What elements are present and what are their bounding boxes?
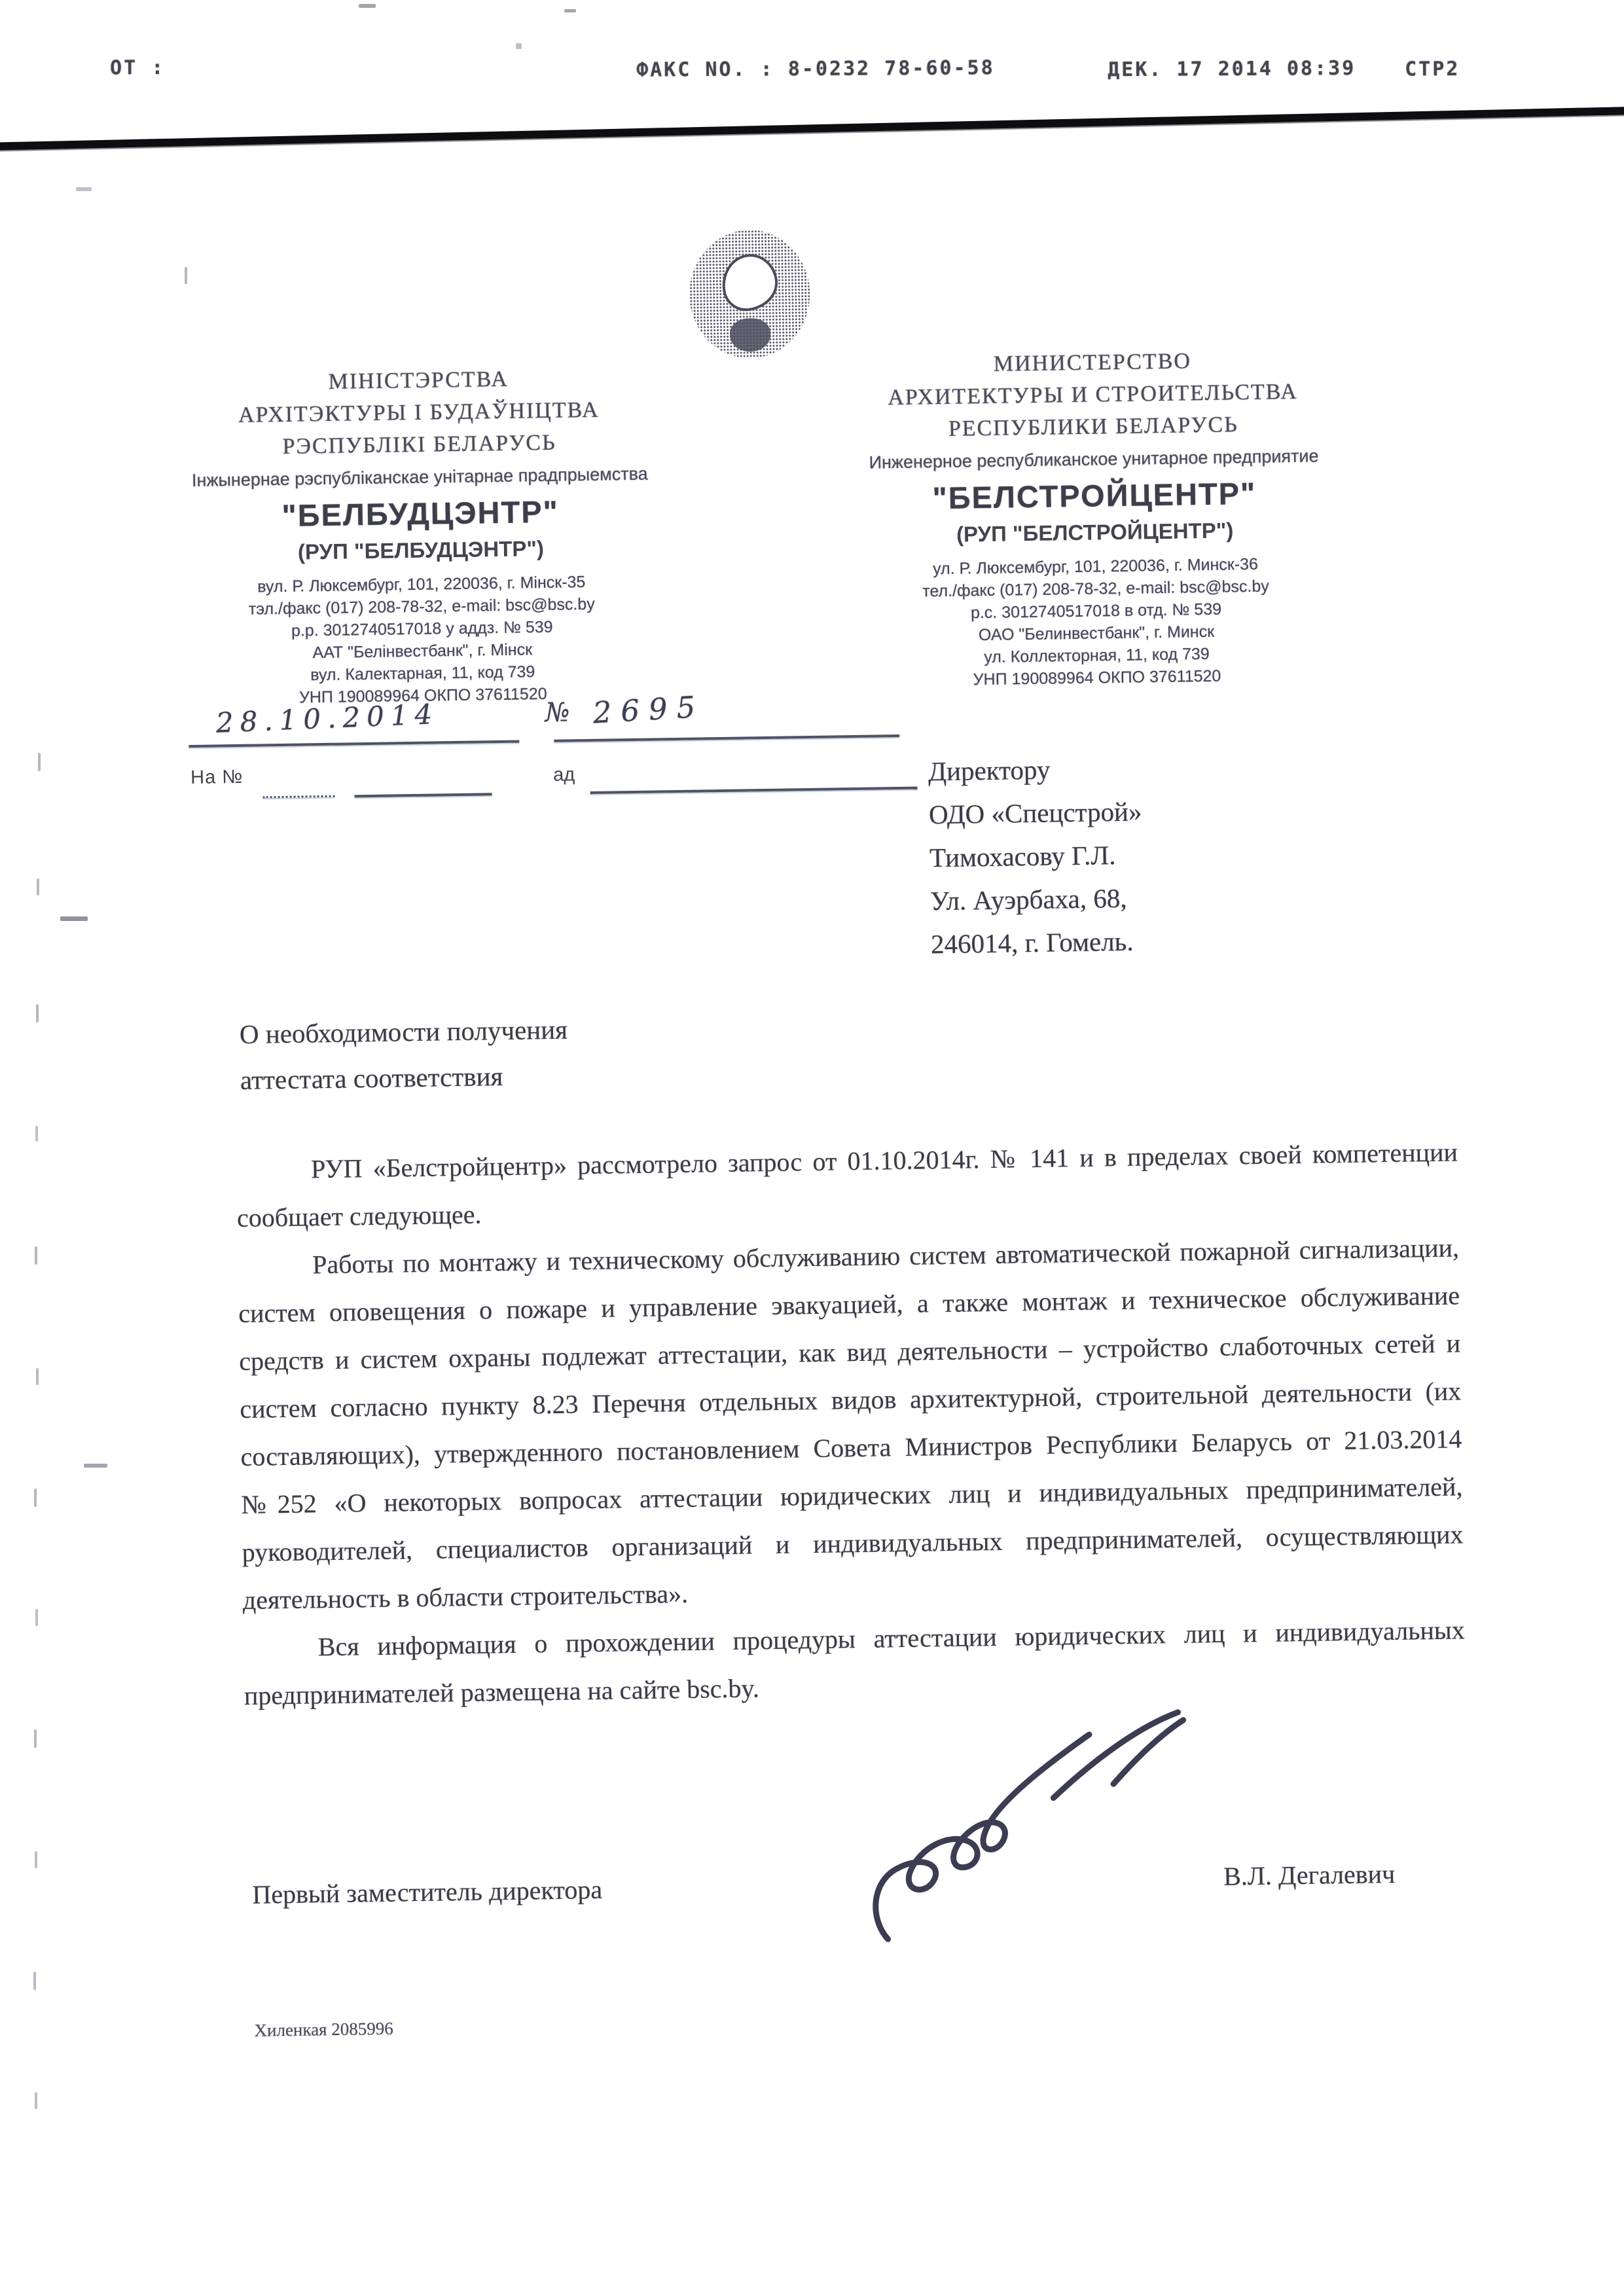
- subject-line: О необходимости получения: [239, 1014, 568, 1049]
- org-address-block: [819, 551, 1373, 693]
- scan-artifact: [35, 2092, 37, 2109]
- scan-artifact: [60, 916, 88, 921]
- fax-datetime: ДЕК. 17 2014 08:39: [1108, 56, 1356, 82]
- org-short-name: (РУП "БЕЛСТРОЙЦЕНТР"): [956, 518, 1234, 547]
- org-type: Инженерное республиканское унитарное предприятие: [869, 446, 1319, 473]
- recipient-block: [928, 743, 1403, 966]
- address-line: УНП 190089964 ОКПО 37611520: [298, 684, 547, 707]
- scan-artifact: [37, 878, 39, 895]
- body-paragraph: Вся информация о прохождении процедуры аттестации юридических лиц и индивидуальных предпринимателей размещена на сайте bsc.by.: [244, 1615, 1465, 1710]
- handwritten-outgoing-number: 2695: [592, 689, 706, 731]
- scan-artifact: [185, 267, 187, 284]
- scan-artifact: [35, 1126, 38, 1142]
- ministry-line: РЭСПУБЛІКІ БЕЛАРУСЬ: [282, 430, 556, 459]
- scan-artifact: [36, 1004, 39, 1022]
- handwritten-date: 28.10.2014: [215, 697, 440, 739]
- number-sign: №: [545, 697, 570, 728]
- address-line: ОАО "Белинвестбанк", г. Минск: [978, 622, 1215, 645]
- recipient-line: Ул. Ауэрбаха, 68,: [929, 882, 1127, 916]
- org-short-name: (РУП "БЕЛБУДЦЭНТР"): [297, 535, 545, 564]
- address-line: р.р. 3012740517018 у аддз. № 539: [291, 617, 553, 640]
- letter-body: [236, 1128, 1466, 1720]
- address-line: вул. Р. Люксембург, 101, 220036, г. Мінск-35: [257, 573, 586, 596]
- signer-title: Первый заместитель директора: [252, 1874, 603, 1909]
- address-line: тэл./факс (017) 208-78-32, e-mail: bsc@bsc.by: [248, 594, 595, 619]
- handwritten-signature: [856, 1705, 1193, 1953]
- body-paragraph: РУП «Белстройцентр» рассмотрело запрос от 01.10.2014г. № 141 и в пределах своей компетенции сообщает следующее.: [236, 1137, 1458, 1233]
- ministry-line: АРХІТЭКТУРЫ І БУДАЎНІЦТВА: [238, 397, 600, 427]
- reply-to-label: На №: [190, 766, 244, 789]
- recipient-line: 246014, г. Гомель.: [930, 926, 1134, 960]
- scan-artifact: [34, 1489, 37, 1507]
- fax-from-label: ОТ :: [109, 56, 166, 80]
- letterhead-left-column: [184, 361, 658, 711]
- blank-line: [355, 793, 492, 797]
- subject-line: аттестата соответствия: [240, 1061, 503, 1095]
- scan-artifact: [35, 1851, 37, 1868]
- org-address-block: [187, 569, 658, 710]
- executor-note: Хиленкая 2085996: [254, 2018, 393, 2040]
- scan-artifact: [35, 1609, 38, 1626]
- recipient-line: ОДО «Спецстрой»: [928, 796, 1142, 830]
- scan-artifact: [34, 1729, 37, 1748]
- subject-block: [239, 1003, 829, 1103]
- org-name: "БЕЛСТРОЙЦЕНТР": [932, 475, 1257, 516]
- ministry-line: МИНИСТЕРСТВО: [993, 349, 1192, 376]
- blank-line: [554, 734, 899, 742]
- address-line: УНП 190089964 ОКПО 37611520: [973, 666, 1221, 689]
- org-type: Інжынернае рэспубліканскае унітарнае прадпрыемства: [191, 463, 648, 490]
- scan-artifact: [564, 9, 576, 12]
- blank-line: [590, 787, 917, 794]
- address-line: р.с. 3012740517018 в отд. № 539: [970, 600, 1222, 623]
- address-line: ул. Р. Люксембург, 101, 220036, г. Минск-36: [932, 554, 1259, 579]
- fax-page-number: СТР2: [1405, 57, 1460, 81]
- scan-artifact: [38, 753, 41, 771]
- ministry-line: АРХИТЕКТУРЫ И СТРОИТЕЛЬСТВА: [888, 379, 1299, 410]
- signer-name: В.Л. Дегалевич: [1223, 1858, 1396, 1891]
- ministry-line: РЕСПУБЛИКИ БЕЛАРУСЬ: [948, 412, 1238, 441]
- scan-artifact: [76, 187, 92, 191]
- scan-artifact: [516, 43, 522, 49]
- blank-line: [263, 795, 335, 799]
- from-date-label: ад: [552, 764, 575, 786]
- body-paragraph: Работы по монтажу и техническому обслуживанию систем автоматической пожарной сигнализации, систем оповещения о пожаре и управление эвакуацией, а также монтаж и техническое обслуживание средств и систем охраны подлежат аттестации, как вид деятельности – устройство слаботочных сетей и систем согласно пункту 8.23 Перечня отдельных видов архитектурной, строительной деятельности (их составляющих), утвержденного постановлением Совета Министров Республики Беларусь от 21.03.2014 №252 «О некоторых вопросах аттестации юридических лиц и индивидуальных предпринимателей, руководителей, специалистов организаций и индивидуальных предпринимателей, осуществляющих деятельность в области строительства».: [238, 1233, 1464, 1615]
- fax-number: ФАКС NO. : 8-0232 78-60-58: [636, 56, 995, 82]
- scan-artifact: [36, 1368, 39, 1385]
- address-line: тел./факс (017) 208-78-32, e-mail: bsc@bsc.by: [922, 577, 1269, 601]
- address-line: ААТ "Белінвестбанк", г. Мінск: [312, 640, 533, 662]
- letterhead-right-column: [816, 342, 1374, 693]
- belarus-coat-of-arms-icon: [689, 229, 811, 359]
- org-name: "БЕЛБУДЦЭНТР": [281, 494, 560, 533]
- recipient-line: Тимохасову Г.Л.: [929, 840, 1116, 873]
- scan-artifact: [35, 1246, 37, 1265]
- reference-block: [188, 689, 929, 816]
- scan-artifact: [33, 1972, 36, 1990]
- address-line: ул. Коллекторная, 11, код 739: [984, 644, 1210, 667]
- address-line: вул. Калектарная, 11, код 739: [310, 662, 535, 685]
- ministry-line: МІНІСТЭРСТВА: [328, 367, 509, 394]
- blank-line: [189, 740, 519, 748]
- scan-artifact: [359, 4, 376, 8]
- recipient-line: Директору: [928, 754, 1051, 787]
- scan-artifact: [84, 1464, 107, 1468]
